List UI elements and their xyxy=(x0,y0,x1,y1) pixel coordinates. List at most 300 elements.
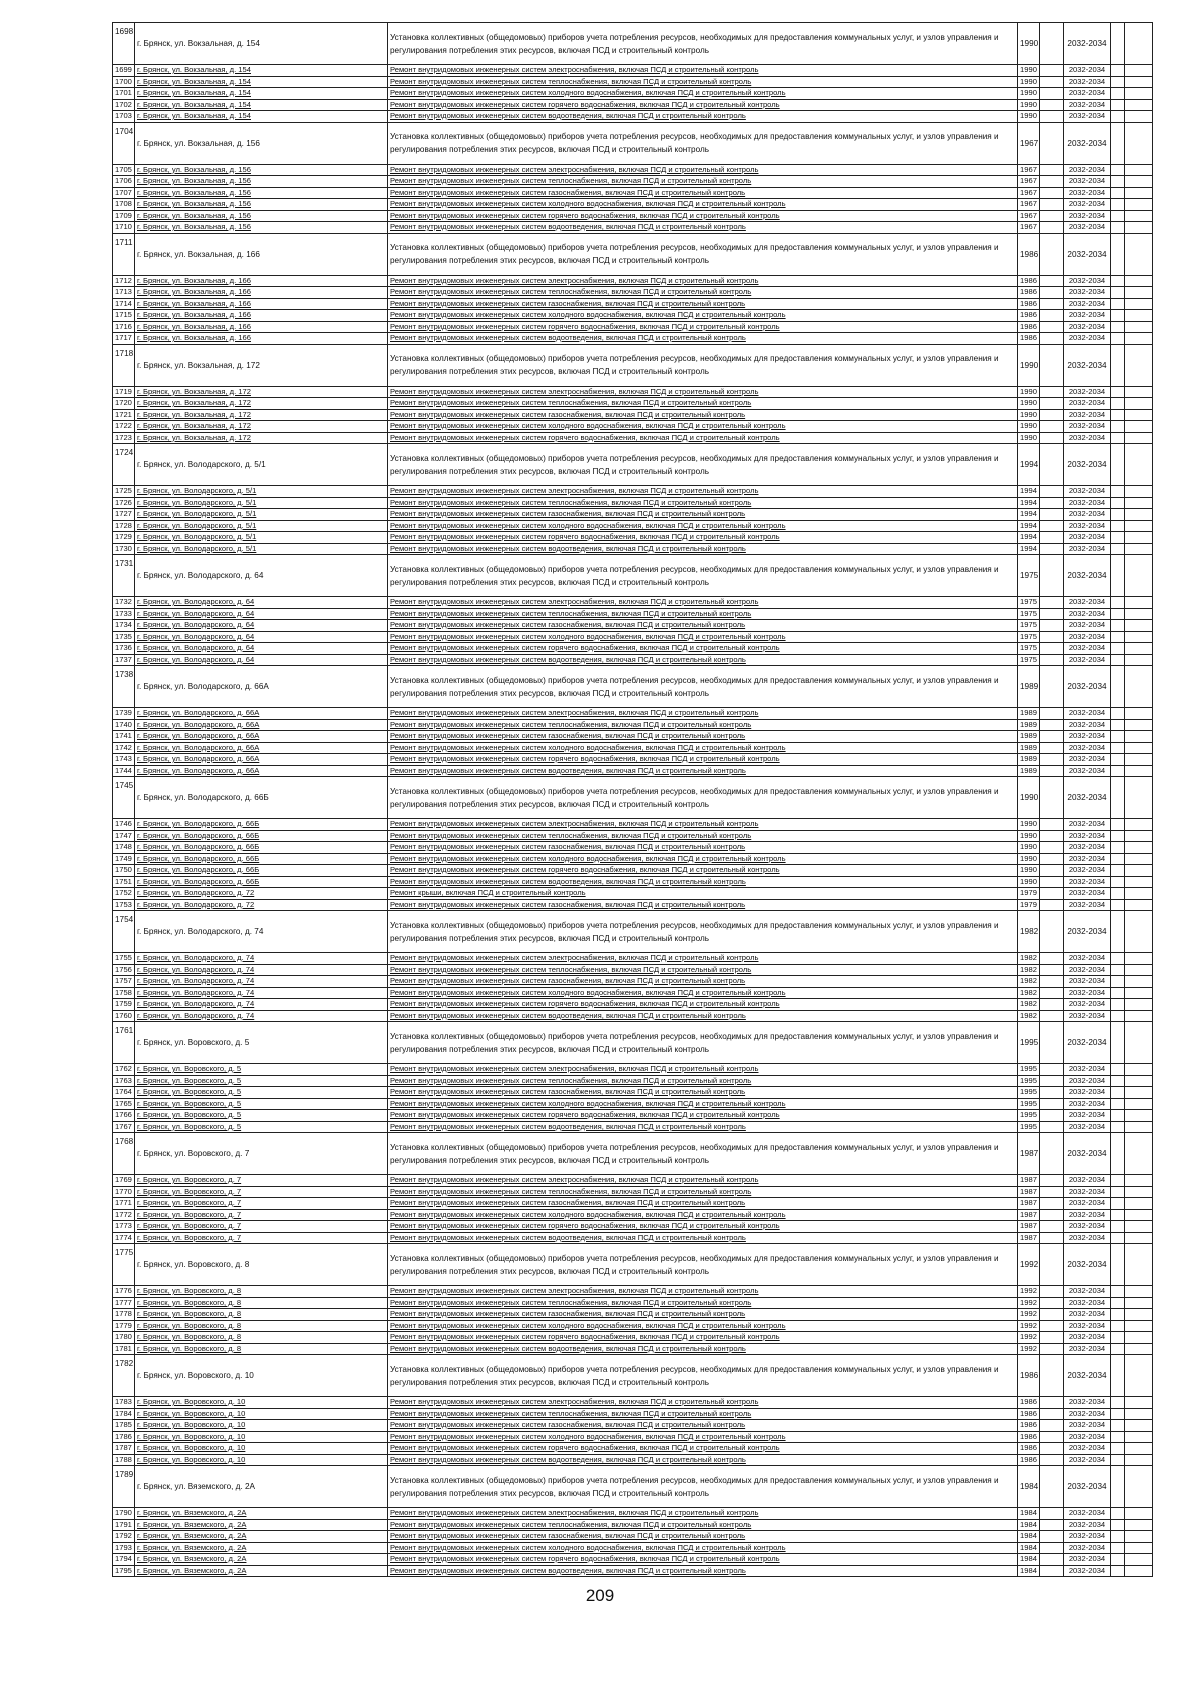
table-row xyxy=(113,509,1153,521)
period-cell: 2032-2034 xyxy=(1064,275,1111,287)
table-row xyxy=(113,597,1153,609)
period-cell: 2032-2034 xyxy=(1064,1297,1111,1309)
period-cell: 2032-2034 xyxy=(1064,344,1111,386)
blank-cell xyxy=(1040,819,1064,831)
blank-cell xyxy=(1040,555,1064,597)
table-row xyxy=(113,76,1153,88)
period-cell: 2032-2034 xyxy=(1064,1320,1111,1332)
table-row xyxy=(113,842,1153,854)
commission-year-cell: 1995 xyxy=(1018,1121,1040,1133)
blank-cell xyxy=(1125,899,1153,911)
row-number: 1757 xyxy=(113,976,135,988)
table-row xyxy=(113,1022,1153,1064)
blank-cell xyxy=(1111,509,1125,521)
commission-year-cell: 1992 xyxy=(1018,1286,1040,1298)
commission-year-cell: 1986 xyxy=(1018,333,1040,345)
period-cell: 2032-2034 xyxy=(1064,865,1111,877)
blank-cell xyxy=(1040,1087,1064,1099)
table-row xyxy=(113,1420,1153,1432)
period-cell: 2032-2034 xyxy=(1064,88,1111,100)
address-cell: г. Брянск, ул. Володарского, д. 72 xyxy=(135,888,388,900)
address-cell: г. Брянск, ул. Володарского, д. 66А xyxy=(135,765,388,777)
address-cell: г. Брянск, ул. Вокзальная, д. 166 xyxy=(135,287,388,299)
work-type-cell: Ремонт внутридомовых инженерных систем электроснабжения, включая ПСД и строительный контроль xyxy=(388,1286,1018,1298)
row-number: 1762 xyxy=(113,1064,135,1076)
address-cell: г. Брянск, ул. Вяземского, д. 2А xyxy=(135,1519,388,1531)
blank-cell xyxy=(1111,222,1125,234)
table-row xyxy=(113,1075,1153,1087)
address-cell: г. Брянск, ул. Воровского, д. 8 xyxy=(135,1343,388,1355)
blank-cell xyxy=(1125,386,1153,398)
period-cell: 2032-2034 xyxy=(1064,819,1111,831)
work-type-cell: Установка коллективных (общедомовых) приборов учета потребления ресурсов, необходимых для предоставления коммунальных услуг, и узлов управления и регулирования потребления этих ресурсов, включая ПСД и строительный контроль xyxy=(388,1355,1018,1397)
blank-cell xyxy=(1125,620,1153,632)
table-row xyxy=(113,1297,1153,1309)
address-cell: г. Брянск, ул. Воровского, д. 7 xyxy=(135,1198,388,1210)
address-cell: г. Брянск, ул. Вокзальная, д. 154 xyxy=(135,23,388,65)
blank-cell xyxy=(1111,76,1125,88)
address-cell: г. Брянск, ул. Володарского, д. 66А xyxy=(135,666,388,708)
table-row xyxy=(113,1355,1153,1397)
blank-cell xyxy=(1125,233,1153,275)
row-number: 1727 xyxy=(113,509,135,521)
address-cell: г. Брянск, ул. Володарского, д. 66А xyxy=(135,742,388,754)
work-type-cell: Ремонт внутридомовых инженерных систем холодного водоснабжения, включая ПСД и строительный контроль xyxy=(388,853,1018,865)
blank-cell xyxy=(1111,1343,1125,1355)
commission-year-cell: 1995 xyxy=(1018,1098,1040,1110)
commission-year-cell: 1987 xyxy=(1018,1175,1040,1187)
commission-year-cell: 1994 xyxy=(1018,520,1040,532)
work-type-cell: Ремонт крыши, включая ПСД и строительный контроль xyxy=(388,888,1018,900)
blank-cell xyxy=(1111,1443,1125,1455)
table-row xyxy=(113,164,1153,176)
row-number: 1721 xyxy=(113,409,135,421)
blank-cell xyxy=(1111,333,1125,345)
blank-cell xyxy=(1111,1309,1125,1321)
commission-year-cell: 1995 xyxy=(1018,1064,1040,1076)
blank-cell xyxy=(1111,765,1125,777)
blank-cell xyxy=(1111,1087,1125,1099)
address-cell: г. Брянск, ул. Воровского, д. 5 xyxy=(135,1064,388,1076)
address-cell: г. Брянск, ул. Вокзальная, д. 156 xyxy=(135,199,388,211)
blank-cell xyxy=(1040,911,1064,953)
address-cell: г. Брянск, ул. Воровского, д. 5 xyxy=(135,1110,388,1122)
commission-year-cell: 1990 xyxy=(1018,65,1040,77)
blank-cell xyxy=(1125,76,1153,88)
blank-cell xyxy=(1111,532,1125,544)
address-cell: г. Брянск, ул. Володарского, д. 5/1 xyxy=(135,543,388,555)
blank-cell xyxy=(1111,1332,1125,1344)
period-cell: 2032-2034 xyxy=(1064,719,1111,731)
commission-year-cell: 1990 xyxy=(1018,853,1040,865)
row-number: 1753 xyxy=(113,899,135,911)
blank-cell xyxy=(1040,731,1064,743)
blank-cell xyxy=(1111,199,1125,211)
period-cell: 2032-2034 xyxy=(1064,765,1111,777)
period-cell: 2032-2034 xyxy=(1064,233,1111,275)
work-type-cell: Установка коллективных (общедомовых) приборов учета потребления ресурсов, необходимых для предоставления коммунальных услуг, и узлов управления и регулирования потребления этих ресурсов, включая ПСД и строительный контроль xyxy=(388,666,1018,708)
period-cell: 2032-2034 xyxy=(1064,953,1111,965)
address-cell: г. Брянск, ул. Вяземского, д. 2А xyxy=(135,1554,388,1566)
blank-cell xyxy=(1111,1064,1125,1076)
blank-cell xyxy=(1111,830,1125,842)
commission-year-cell: 1967 xyxy=(1018,164,1040,176)
blank-cell xyxy=(1040,275,1064,287)
blank-cell xyxy=(1111,1297,1125,1309)
blank-cell xyxy=(1125,164,1153,176)
commission-year-cell: 1967 xyxy=(1018,210,1040,222)
table-row xyxy=(113,298,1153,310)
table-row xyxy=(113,819,1153,831)
work-type-cell: Установка коллективных (общедомовых) приборов учета потребления ресурсов, необходимых для предоставления коммунальных услуг, и узлов управления и регулирования потребления этих ресурсов, включая ПСД и строительный контроль xyxy=(388,233,1018,275)
blank-cell xyxy=(1125,1022,1153,1064)
table-row xyxy=(113,631,1153,643)
row-number: 1730 xyxy=(113,543,135,555)
commission-year-cell: 1975 xyxy=(1018,654,1040,666)
period-cell: 2032-2034 xyxy=(1064,23,1111,65)
table-row xyxy=(113,888,1153,900)
blank-cell xyxy=(1040,1542,1064,1554)
work-type-cell: Ремонт внутридомовых инженерных систем водоотведения, включая ПСД и строительный контроль xyxy=(388,765,1018,777)
commission-year-cell: 1967 xyxy=(1018,222,1040,234)
period-cell: 2032-2034 xyxy=(1064,608,1111,620)
row-number: 1765 xyxy=(113,1098,135,1110)
work-type-cell: Установка коллективных (общедомовых) приборов учета потребления ресурсов, необходимых для предоставления коммунальных услуг, и узлов управления и регулирования потребления этих ресурсов, включая ПСД и строительный контроль xyxy=(388,444,1018,486)
commission-year-cell: 1990 xyxy=(1018,830,1040,842)
blank-cell xyxy=(1040,754,1064,766)
blank-cell xyxy=(1111,1010,1125,1022)
work-type-cell: Ремонт внутридомовых инженерных систем горячего водоснабжения, включая ПСД и строительный контроль xyxy=(388,432,1018,444)
blank-cell xyxy=(1125,532,1153,544)
period-cell: 2032-2034 xyxy=(1064,99,1111,111)
commission-year-cell: 1984 xyxy=(1018,1565,1040,1577)
blank-cell xyxy=(1125,1098,1153,1110)
row-number: 1774 xyxy=(113,1232,135,1244)
row-number: 1759 xyxy=(113,999,135,1011)
blank-cell xyxy=(1111,344,1125,386)
blank-cell xyxy=(1040,777,1064,819)
commission-year-cell: 1990 xyxy=(1018,777,1040,819)
period-cell: 2032-2034 xyxy=(1064,1087,1111,1099)
address-cell: г. Брянск, ул. Вокзальная, д. 156 xyxy=(135,187,388,199)
period-cell: 2032-2034 xyxy=(1064,497,1111,509)
address-cell: г. Брянск, ул. Воровского, д. 10 xyxy=(135,1454,388,1466)
blank-cell xyxy=(1040,708,1064,720)
address-cell: г. Брянск, ул. Воровского, д. 7 xyxy=(135,1133,388,1175)
period-cell: 2032-2034 xyxy=(1064,532,1111,544)
address-cell: г. Брянск, ул. Володарского, д. 5/1 xyxy=(135,444,388,486)
blank-cell xyxy=(1125,1064,1153,1076)
blank-cell xyxy=(1111,99,1125,111)
period-cell: 2032-2034 xyxy=(1064,1010,1111,1022)
address-cell: г. Брянск, ул. Володарского, д. 64 xyxy=(135,608,388,620)
row-number: 1718 xyxy=(113,344,135,386)
blank-cell xyxy=(1111,888,1125,900)
commission-year-cell: 1990 xyxy=(1018,421,1040,433)
address-cell: г. Брянск, ул. Вокзальная, д. 166 xyxy=(135,310,388,322)
row-number: 1755 xyxy=(113,953,135,965)
blank-cell xyxy=(1111,754,1125,766)
address-cell: г. Брянск, ул. Воровского, д. 8 xyxy=(135,1320,388,1332)
blank-cell xyxy=(1040,1408,1064,1420)
period-cell: 2032-2034 xyxy=(1064,1175,1111,1187)
table-row xyxy=(113,865,1153,877)
blank-cell xyxy=(1125,88,1153,100)
work-type-cell: Ремонт внутридомовых инженерных систем электроснабжения, включая ПСД и строительный контроль xyxy=(388,164,1018,176)
blank-cell xyxy=(1040,1209,1064,1221)
period-cell: 2032-2034 xyxy=(1064,555,1111,597)
row-number: 1781 xyxy=(113,1343,135,1355)
blank-cell xyxy=(1125,176,1153,188)
work-type-cell: Ремонт внутридомовых инженерных систем горячего водоснабжения, включая ПСД и строительный контроль xyxy=(388,1221,1018,1233)
address-cell: г. Брянск, ул. Володарского, д. 74 xyxy=(135,1010,388,1022)
blank-cell xyxy=(1111,1221,1125,1233)
blank-cell xyxy=(1111,497,1125,509)
blank-cell xyxy=(1125,122,1153,164)
period-cell: 2032-2034 xyxy=(1064,386,1111,398)
row-number: 1766 xyxy=(113,1110,135,1122)
period-cell: 2032-2034 xyxy=(1064,830,1111,842)
commission-year-cell: 1987 xyxy=(1018,1186,1040,1198)
period-cell: 2032-2034 xyxy=(1064,1542,1111,1554)
address-cell: г. Брянск, ул. Володарского, д. 66Б xyxy=(135,842,388,854)
blank-cell xyxy=(1040,23,1064,65)
blank-cell xyxy=(1125,1133,1153,1175)
blank-cell xyxy=(1040,444,1064,486)
blank-cell xyxy=(1111,1209,1125,1221)
address-cell: г. Брянск, ул. Володарского, д. 5/1 xyxy=(135,497,388,509)
blank-cell xyxy=(1125,1209,1153,1221)
blank-cell xyxy=(1111,520,1125,532)
period-cell: 2032-2034 xyxy=(1064,1232,1111,1244)
row-number: 1725 xyxy=(113,486,135,498)
row-number: 1769 xyxy=(113,1175,135,1187)
commission-year-cell: 1982 xyxy=(1018,1010,1040,1022)
table-row xyxy=(113,421,1153,433)
blank-cell xyxy=(1111,1232,1125,1244)
period-cell: 2032-2034 xyxy=(1064,298,1111,310)
table-row xyxy=(113,1519,1153,1531)
blank-cell xyxy=(1125,497,1153,509)
blank-cell xyxy=(1125,1343,1153,1355)
blank-cell xyxy=(1040,1320,1064,1332)
address-cell: г. Брянск, ул. Воровского, д. 7 xyxy=(135,1209,388,1221)
address-cell: г. Брянск, ул. Воровского, д. 10 xyxy=(135,1397,388,1409)
row-number: 1748 xyxy=(113,842,135,854)
period-cell: 2032-2034 xyxy=(1064,1565,1111,1577)
blank-cell xyxy=(1040,1443,1064,1455)
blank-cell xyxy=(1040,398,1064,410)
row-number: 1724 xyxy=(113,444,135,486)
address-cell: г. Брянск, ул. Вяземского, д. 2А xyxy=(135,1565,388,1577)
period-cell: 2032-2034 xyxy=(1064,509,1111,521)
commission-year-cell: 1992 xyxy=(1018,1320,1040,1332)
commission-year-cell: 1992 xyxy=(1018,1244,1040,1286)
row-number: 1734 xyxy=(113,620,135,632)
address-cell: г. Брянск, ул. Вокзальная, д. 156 xyxy=(135,222,388,234)
blank-cell xyxy=(1111,310,1125,322)
address-cell: г. Брянск, ул. Володарского, д. 66Б xyxy=(135,777,388,819)
blank-cell xyxy=(1125,1186,1153,1198)
row-number: 1776 xyxy=(113,1286,135,1298)
blank-cell xyxy=(1040,287,1064,299)
table-row xyxy=(113,275,1153,287)
blank-cell xyxy=(1125,976,1153,988)
period-cell: 2032-2034 xyxy=(1064,1519,1111,1531)
address-cell: г. Брянск, ул. Вокзальная, д. 166 xyxy=(135,321,388,333)
row-number: 1706 xyxy=(113,176,135,188)
work-type-cell: Ремонт внутридомовых инженерных систем холодного водоснабжения, включая ПСД и строительный контроль xyxy=(388,1209,1018,1221)
blank-cell xyxy=(1125,1221,1153,1233)
work-type-cell: Ремонт внутридомовых инженерных систем газоснабжения, включая ПСД и строительный контроль xyxy=(388,842,1018,854)
work-type-cell: Ремонт внутридомовых инженерных систем водоотведения, включая ПСД и строительный контроль xyxy=(388,1232,1018,1244)
blank-cell xyxy=(1125,911,1153,953)
table-row xyxy=(113,210,1153,222)
blank-cell xyxy=(1111,1420,1125,1432)
period-cell: 2032-2034 xyxy=(1064,1508,1111,1520)
blank-cell xyxy=(1111,865,1125,877)
address-cell: г. Брянск, ул. Воровского, д. 5 xyxy=(135,1022,388,1064)
row-number: 1772 xyxy=(113,1209,135,1221)
blank-cell xyxy=(1125,1531,1153,1543)
blank-cell xyxy=(1111,842,1125,854)
blank-cell xyxy=(1125,631,1153,643)
row-number: 1756 xyxy=(113,964,135,976)
period-cell: 2032-2034 xyxy=(1064,999,1111,1011)
work-type-cell: Ремонт внутридомовых инженерных систем водоотведения, включая ПСД и строительный контроль xyxy=(388,1343,1018,1355)
address-cell: г. Брянск, ул. Воровского, д. 10 xyxy=(135,1408,388,1420)
row-number: 1789 xyxy=(113,1466,135,1508)
commission-year-cell: 1967 xyxy=(1018,176,1040,188)
table-row xyxy=(113,853,1153,865)
period-cell: 2032-2034 xyxy=(1064,199,1111,211)
table-row xyxy=(113,1466,1153,1508)
blank-cell xyxy=(1111,1397,1125,1409)
work-type-cell: Ремонт внутридомовых инженерных систем теплоснабжения, включая ПСД и строительный контроль xyxy=(388,964,1018,976)
period-cell: 2032-2034 xyxy=(1064,444,1111,486)
address-cell: г. Брянск, ул. Воровского, д. 8 xyxy=(135,1332,388,1344)
blank-cell xyxy=(1125,486,1153,498)
row-number: 1792 xyxy=(113,1531,135,1543)
commission-year-cell: 1987 xyxy=(1018,1232,1040,1244)
blank-cell xyxy=(1040,953,1064,965)
work-type-cell: Ремонт внутридомовых инженерных систем горячего водоснабжения, включая ПСД и строительный контроль xyxy=(388,865,1018,877)
address-cell: г. Брянск, ул. Вокзальная, д. 156 xyxy=(135,176,388,188)
blank-cell xyxy=(1125,199,1153,211)
row-number: 1787 xyxy=(113,1443,135,1455)
address-cell: г. Брянск, ул. Вяземского, д. 2А xyxy=(135,1542,388,1554)
table-row xyxy=(113,1309,1153,1321)
work-type-cell: Ремонт внутридомовых инженерных систем газоснабжения, включая ПСД и строительный контроль xyxy=(388,899,1018,911)
blank-cell xyxy=(1040,1175,1064,1187)
blank-cell xyxy=(1040,631,1064,643)
table-row xyxy=(113,1133,1153,1175)
blank-cell xyxy=(1040,853,1064,865)
blank-cell xyxy=(1125,876,1153,888)
table-row xyxy=(113,344,1153,386)
work-type-cell: Установка коллективных (общедомовых) приборов учета потребления ресурсов, необходимых для предоставления коммунальных услуг, и узлов управления и регулирования потребления этих ресурсов, включая ПСД и строительный контроль xyxy=(388,777,1018,819)
work-type-cell: Установка коллективных (общедомовых) приборов учета потребления ресурсов, необходимых для предоставления коммунальных услуг, и узлов управления и регулирования потребления этих ресурсов, включая ПСД и строительный контроль xyxy=(388,122,1018,164)
table-row xyxy=(113,432,1153,444)
commission-year-cell: 1982 xyxy=(1018,976,1040,988)
blank-cell xyxy=(1111,608,1125,620)
row-number: 1715 xyxy=(113,310,135,322)
row-number: 1737 xyxy=(113,654,135,666)
blank-cell xyxy=(1125,1332,1153,1344)
table-row xyxy=(113,1221,1153,1233)
period-cell: 2032-2034 xyxy=(1064,911,1111,953)
blank-cell xyxy=(1111,187,1125,199)
table-row xyxy=(113,1121,1153,1133)
table-row xyxy=(113,99,1153,111)
commission-year-cell: 1984 xyxy=(1018,1508,1040,1520)
blank-cell xyxy=(1125,1466,1153,1508)
address-cell: г. Брянск, ул. Вокзальная, д. 156 xyxy=(135,164,388,176)
blank-cell xyxy=(1040,1286,1064,1298)
blank-cell xyxy=(1040,666,1064,708)
work-type-cell: Ремонт внутридомовых инженерных систем горячего водоснабжения, включая ПСД и строительный контроль xyxy=(388,1110,1018,1122)
work-type-cell: Ремонт внутридомовых инженерных систем горячего водоснабжения, включая ПСД и строительный контроль xyxy=(388,643,1018,655)
blank-cell xyxy=(1111,1531,1125,1543)
blank-cell xyxy=(1111,1466,1125,1508)
work-type-cell: Ремонт внутридомовых инженерных систем теплоснабжения, включая ПСД и строительный контроль xyxy=(388,719,1018,731)
commission-year-cell: 1992 xyxy=(1018,1309,1040,1321)
blank-cell xyxy=(1040,210,1064,222)
work-type-cell: Ремонт внутридомовых инженерных систем газоснабжения, включая ПСД и строительный контроль xyxy=(388,1309,1018,1321)
table-row xyxy=(113,731,1153,743)
blank-cell xyxy=(1040,899,1064,911)
row-number: 1790 xyxy=(113,1508,135,1520)
commission-year-cell: 1989 xyxy=(1018,742,1040,754)
blank-cell xyxy=(1125,1431,1153,1443)
blank-cell xyxy=(1111,1454,1125,1466)
blank-cell xyxy=(1040,719,1064,731)
address-cell: г. Брянск, ул. Воровского, д. 5 xyxy=(135,1121,388,1133)
period-cell: 2032-2034 xyxy=(1064,122,1111,164)
commission-year-cell: 1990 xyxy=(1018,819,1040,831)
blank-cell xyxy=(1111,1198,1125,1210)
address-cell: г. Брянск, ул. Вокзальная, д. 154 xyxy=(135,111,388,123)
blank-cell xyxy=(1111,233,1125,275)
blank-cell xyxy=(1040,654,1064,666)
table-row xyxy=(113,620,1153,632)
table-row xyxy=(113,532,1153,544)
work-type-cell: Ремонт внутридомовых инженерных систем горячего водоснабжения, включая ПСД и строительный контроль xyxy=(388,1443,1018,1455)
blank-cell xyxy=(1111,111,1125,123)
address-cell: г. Брянск, ул. Воровского, д. 7 xyxy=(135,1232,388,1244)
commission-year-cell: 1995 xyxy=(1018,1022,1040,1064)
blank-cell xyxy=(1040,1454,1064,1466)
work-type-cell: Ремонт внутридомовых инженерных систем теплоснабжения, включая ПСД и строительный контроль xyxy=(388,1408,1018,1420)
commission-year-cell: 1990 xyxy=(1018,111,1040,123)
commission-year-cell: 1990 xyxy=(1018,865,1040,877)
row-number: 1710 xyxy=(113,222,135,234)
blank-cell xyxy=(1040,1098,1064,1110)
commission-year-cell: 1979 xyxy=(1018,899,1040,911)
period-cell: 2032-2034 xyxy=(1064,409,1111,421)
work-type-cell: Ремонт внутридомовых инженерных систем электроснабжения, включая ПСД и строительный контроль xyxy=(388,953,1018,965)
address-cell: г. Брянск, ул. Володарского, д. 66А xyxy=(135,719,388,731)
table-row xyxy=(113,1098,1153,1110)
blank-cell xyxy=(1111,666,1125,708)
period-cell: 2032-2034 xyxy=(1064,777,1111,819)
row-number: 1744 xyxy=(113,765,135,777)
work-type-cell: Ремонт внутридомовых инженерных систем электроснабжения, включая ПСД и строительный контроль xyxy=(388,486,1018,498)
address-cell: г. Брянск, ул. Воровского, д. 5 xyxy=(135,1098,388,1110)
commission-year-cell: 1975 xyxy=(1018,555,1040,597)
blank-cell xyxy=(1111,911,1125,953)
blank-cell xyxy=(1125,1519,1153,1531)
